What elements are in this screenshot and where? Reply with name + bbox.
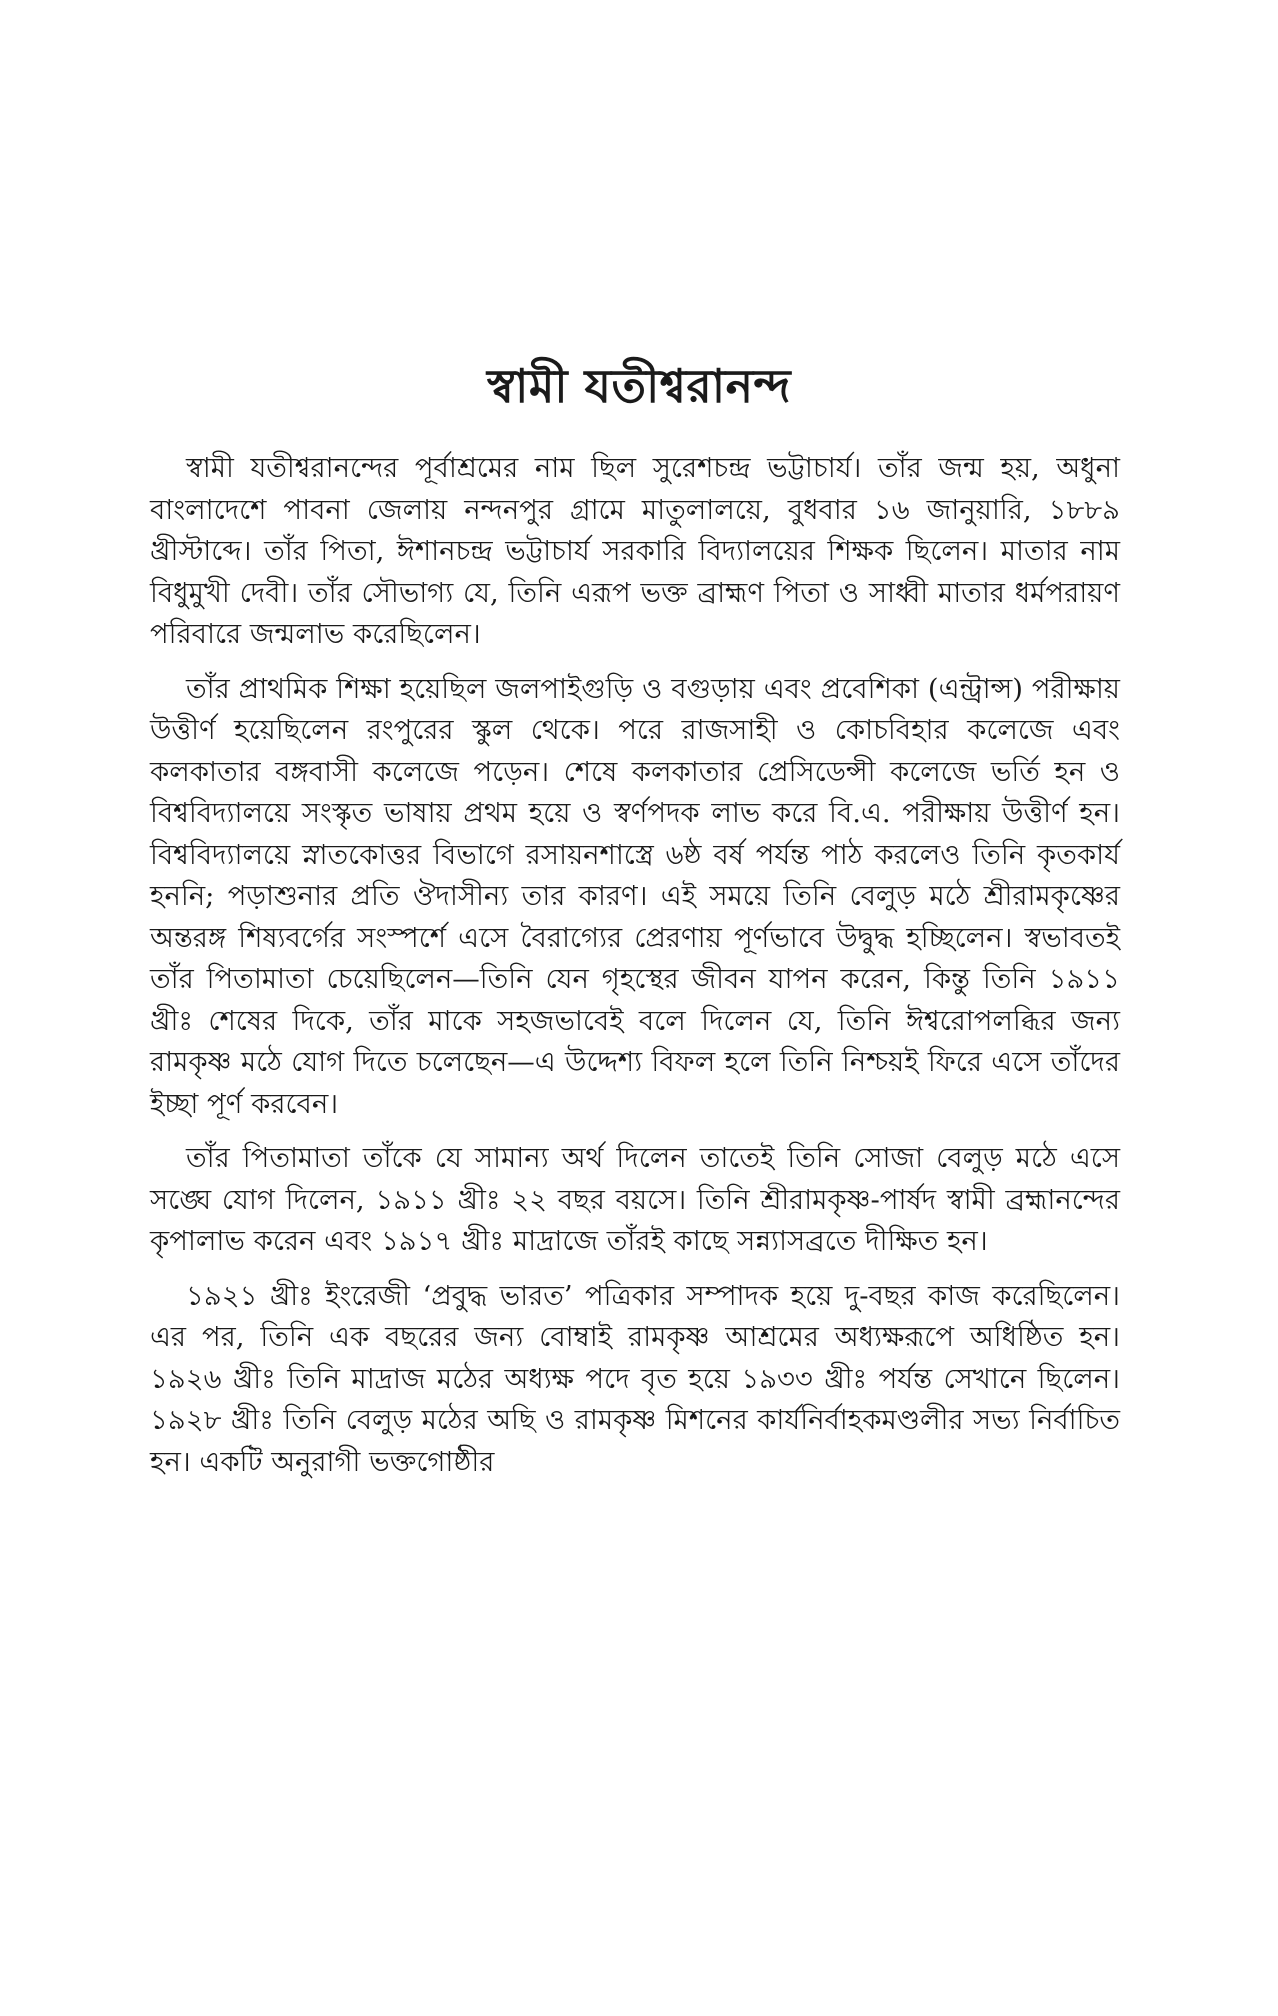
paragraph-4: ১৯২১ খ্রীঃ ইংরেজী ‘প্রবুদ্ধ ভারত’ পত্রিকার সম্পাদক হয়ে দু-বছর কাজ করেছিলেন। এর পর, তিনি এক বছরের জন্য বোম্বাই রামকৃষ্ণ আশ্রমের অধ্যক্ষরূপে অধিষ্ঠিত হন। ১৯২৬ খ্রীঃ তিনি মাদ্রাজ মঠের অধ্যক্ষ পদে বৃত হয়ে ১৯৩৩ খ্রীঃ পর্যন্ত সেখানে ছিলেন। ১৯২৮ খ্রীঃ তিনি বেলুড় মঠের অছি ও রামকৃষ্ণ মিশনের কার্যনির্বাহকমণ্ডলীর সভ্য নির্বাচিত হন। একটি অনুরাগী ভক্তগোষ্ঠীর: [150, 1279, 1120, 1478]
body-text: [150, 448, 1120, 1496]
paragraph-1: স্বামী যতীশ্বরানন্দের পূর্বাশ্রমের নাম ছিল সুরেশচন্দ্র ভট্টাচার্য। তাঁর জন্ম হয়, অধুনা বাংলাদেশে পাবনা জেলায় নন্দনপুর গ্রামে মাতুলালয়ে, বুধবার ১৬ জানুয়ারি, ১৮৮৯ খ্রীস্টাব্দে। তাঁর পিতা, ঈশানচন্দ্র ভট্টাচার্য সরকারি বিদ্যালয়ের শিক্ষক ছিলেন। মাতার নাম বিধুমুখী দেবী। তাঁর সৌভাগ্য যে, তিনি এরূপ ভক্ত ব্রাহ্মণ পিতা ও সাধ্বী মাতার ধর্মপরায়ণ পরিবারে জন্মলাভ করেছিলেন।: [150, 452, 1120, 650]
paragraph-2: তাঁর প্রাথমিক শিক্ষা হয়েছিল জলপাইগুড়ি ও বগুড়ায় এবং প্রবেশিকা (এন্ট্রান্স) পরীক্ষায় উত্তীর্ণ হয়েছিলেন রংপুরের স্কুল থেকে। পরে রাজসাহী ও কোচবিহার কলেজে এবং কলকাতার বঙ্গবাসী কলেজে পড়েন। শেষে কলকাতার প্রেসিডেন্সী কলেজে ভর্তি হন ও বিশ্ববিদ্যালয়ে সংস্কৃত ভাষায় প্রথম হয়ে ও স্বর্ণপদক লাভ করে বি.এ. পরীক্ষায় উত্তীর্ণ হন। বিশ্ববিদ্যালয়ে স্নাতকোত্তর বিভাগে রসায়নশাস্ত্রে ৬ষ্ঠ বর্ষ পর্যন্ত পাঠ করলেও তিনি কৃতকার্য হননি; পড়াশুনার প্রতি ঔদাসীন্য তার কারণ। এই সময়ে তিনি বেলুড় মঠে শ্রীরামকৃষ্ণের অন্তরঙ্গ শিষ্যবর্গের সংস্পর্শে এসে বৈরাগ্যের প্রেরণায় পূর্ণভাবে উদ্বুদ্ধ হচ্ছিলেন। স্বভাবতই তাঁর পিতামাতা চেয়েছিলেন—তিনি যেন গৃহস্থের জীবন যাপন করেন, কিন্তু তিনি ১৯১১ খ্রীঃ শেষের দিকে, তাঁর মাকে সহজভাবেই বলে দিলেন যে, তিনি ঈশ্বরোপলব্ধির জন্য রামকৃষ্ণ মঠে যোগ দিতে চলেছেন—এ উদ্দেশ্য বিফল হলে তিনি নিশ্চয়ই ফিরে এসে তাঁদের ইচ্ছা পূর্ণ করবেন।: [150, 672, 1120, 1120]
paragraph-3: তাঁর পিতামাতা তাঁকে যে সামান্য অর্থ দিলেন তাতেই তিনি সোজা বেলুড় মঠে এসে সঙ্ঘে যোগ দিলেন, ১৯১১ খ্রীঃ ২২ বছর বয়সে। তিনি শ্রীরামকৃষ্ণ-পার্ষদ স্বামী ব্রহ্মানন্দের কৃপালাভ করেন এবং ১৯১৭ খ্রীঃ মাদ্রাজে তাঁরই কাছে সন্ন্যাসব্রতে দীক্ষিত হন।: [150, 1142, 1120, 1257]
page-title: স্বামী যতীশ্বরানন্দ: [487, 359, 791, 413]
